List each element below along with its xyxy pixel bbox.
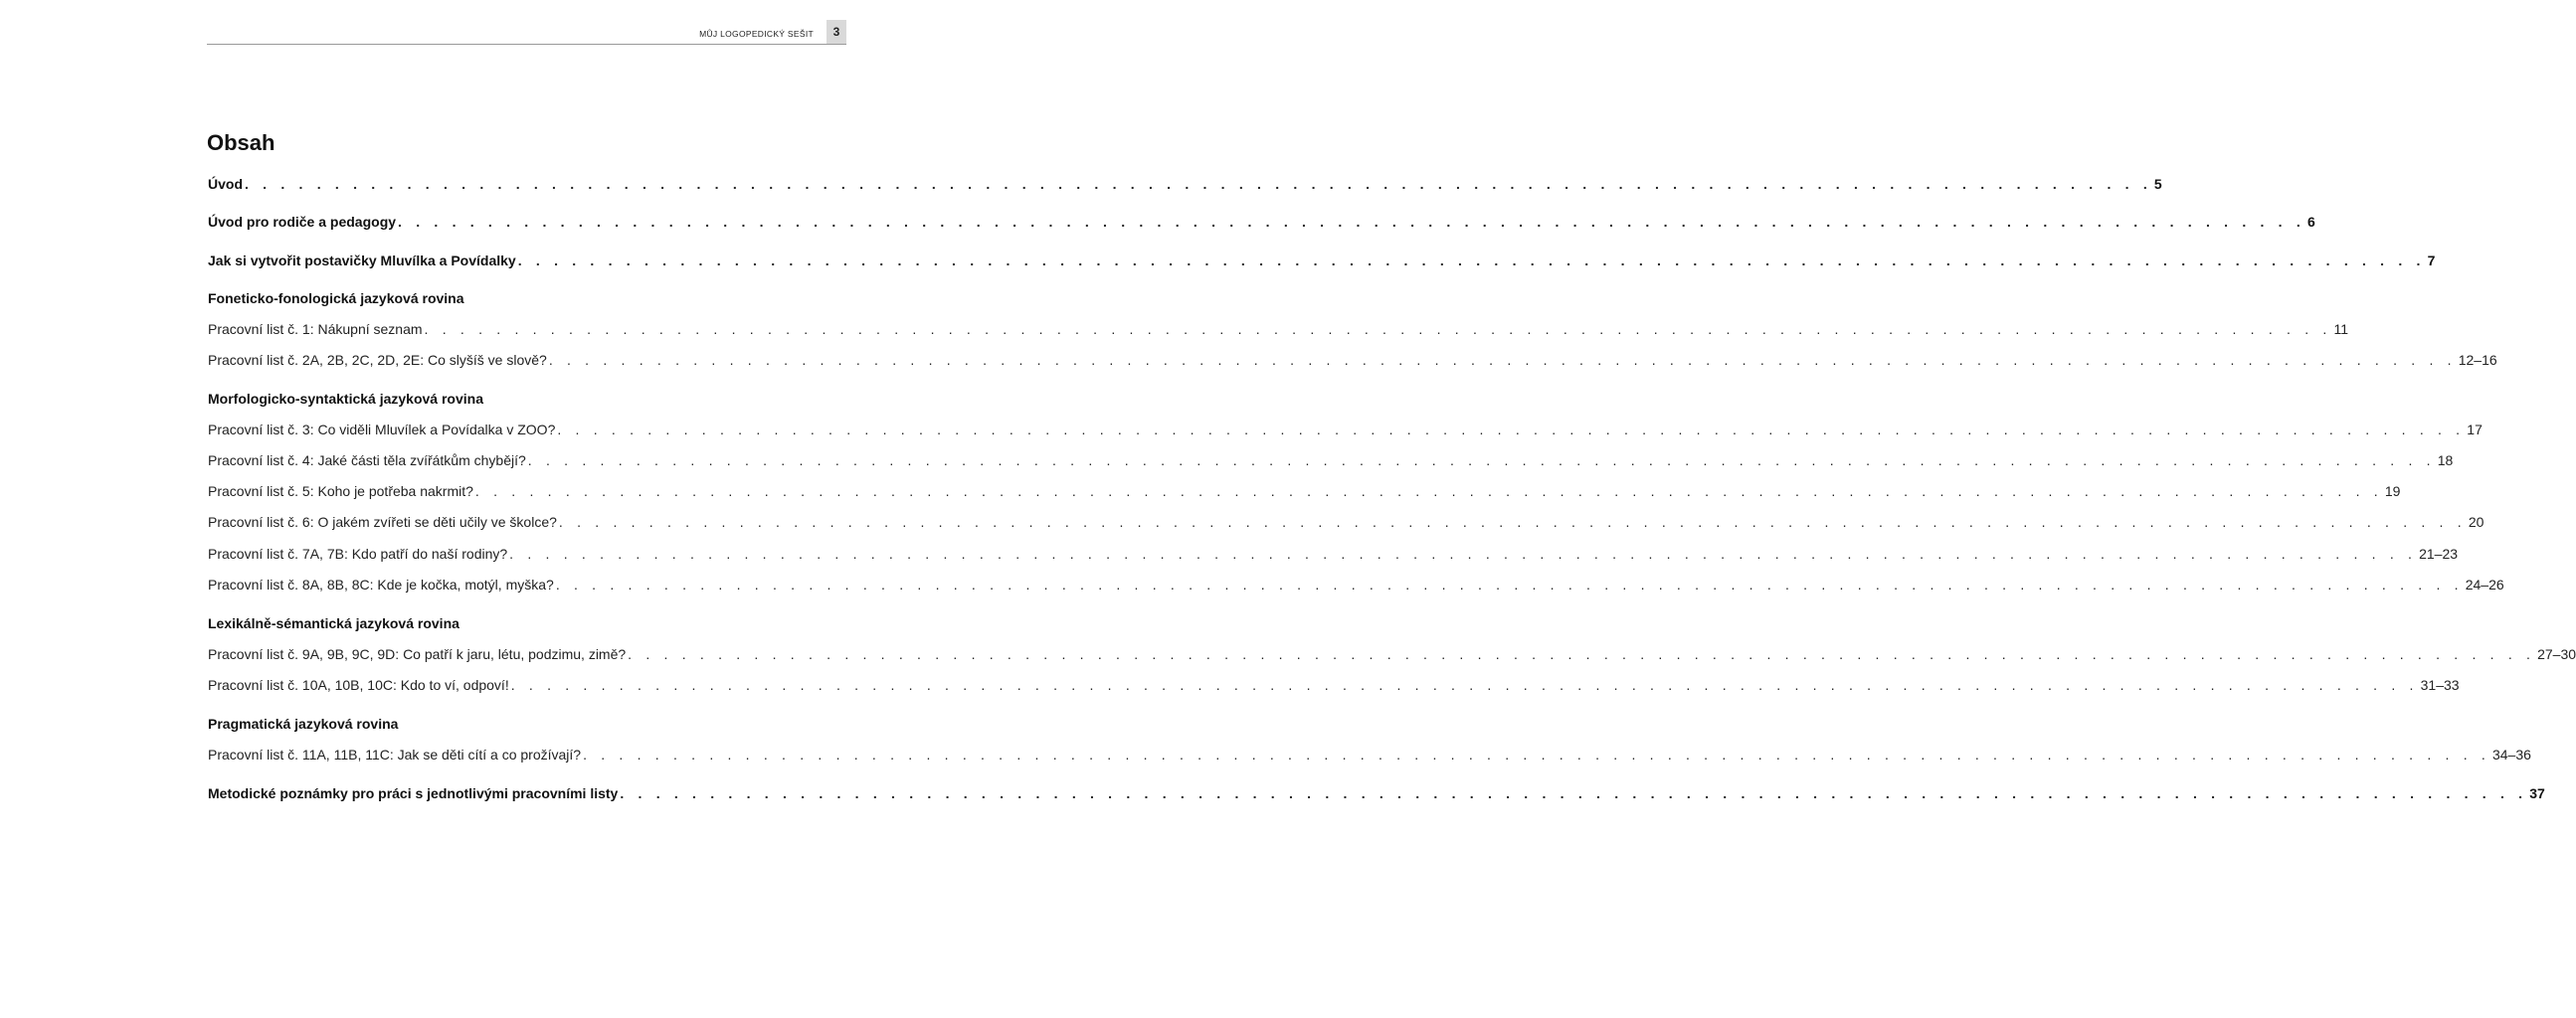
toc-entry-label: Pracovní list č. 1: Nákupní seznam (208, 321, 423, 337)
toc-leader-dots: . . . . . . . . . . . . . . . . . . . . . . . . . . . . . . . . . . . . . . . . . . . . . . . . . . . . . . . . . . . . . . . . . . . . . . . . . . . . . . . . . . . . . . . . . . . . . . . . . . . . . . . . . . (517, 253, 2426, 268)
toc-entry-label: Jak si vytvořit postavičky Mluvílka a Povídalky (208, 253, 516, 268)
toc-leader-dots: . . . . . . . . . . . . . . . . . . . . . . . . . . . . . . . . . . . . . . . . . . . . . . . . . . . . . . . . . . . . . . . . . . . . . . . . . . . . . . . . . . . . . . . . . . . . . . . . . . . . . . . . . . (509, 546, 2418, 562)
toc-leader-dots: . . . . . . . . . . . . . . . . . . . . . . . . . . . . . . . . . . . . . . . . . . . . . . . . . . . . . . . . . . . . . . . . . . . . . . . . . . . . . . . . . . . . . . . . . . . . . . . . . . . . . . . . . . (558, 514, 2467, 530)
toc-entry-list-6[interactable] (208, 514, 2484, 534)
toc-entry-list-5[interactable] (208, 483, 2401, 503)
toc-entry-postavicky[interactable] (208, 253, 2436, 272)
toc-entry-list-7[interactable] (208, 546, 2459, 566)
toc-entry-page: 11 (2333, 321, 2349, 337)
toc-leader-dots: . . . . . . . . . . . . . . . . . . . . . . . . . . . . . . . . . . . . . . . . . . . . . . . . . . . . . . . . . . . . . . . . . . . . . . . . . . . . . . . . . . . . . . . . . . . . . . . . . . . . . . . . . . (398, 214, 2305, 230)
toc-leader-dots: . . . . . . . . . . . . . . . . . . . . . . . . . . . . . . . . . . . . . . . . . . . . . . . . . . . . . . . . . . . . . . . . . . . . . . . . . . . . . . . . . . . . . . . . . . . . . . . . . . . . . . . . . . (557, 422, 2466, 437)
toc-leader-dots: . . . . . . . . . . . . . . . . . . . . . . . . . . . . . . . . . . . . . . . . . . . . . . . . . . . . . . . . . . . . . . . . . . . . . . . . . . . . . . . . . . . . . . . . . . . . . . . . . . . . . . . . . . (510, 677, 2419, 693)
toc-entry-page: 5 (2153, 176, 2162, 192)
toc-entry-page: 20 (2468, 514, 2484, 530)
toc-leader-dots: . . . . . . . . . . . . . . . . . . . . . . . . . . . . . . . . . . . . . . . . . . . . . . . . . . . . . . . . . . . . . . . . . . . . . . . . . . . . . . . . . . . . . . . . . . . . . . . . . . . . . . . . . . (548, 352, 2457, 368)
toc-entry-page: 21–23 (2419, 546, 2459, 562)
toc-entry-label: Pracovní list č. 2A, 2B, 2C, 2D, 2E: Co slyšíš ve slově? (208, 352, 547, 368)
toc-entry-list-4[interactable] (208, 452, 2454, 472)
toc-entry-page: 7 (2427, 253, 2436, 268)
toc-entry-page: 34–36 (2491, 747, 2531, 763)
toc-entry-page: 12–16 (2458, 352, 2497, 368)
section-heading-foneticko: Foneticko-fonologická jazyková rovina (208, 290, 464, 306)
toc-entry-label: Pracovní list č. 9A, 9B, 9C, 9D: Co patří k jaru, létu, podzimu, zimě? (208, 646, 627, 662)
toc-leader-dots: . . . . . . . . . . . . . . . . . . . . . . . . . . . . . . . . . . . . . . . . . . . . . . . . . . . . . . . . . . . . . . . . . . . . . . . . . . . . . . . . . . . . . . . . . . . . . . . . . . . . . . . . . . (583, 747, 2490, 763)
toc-entry-label: Pracovní list č. 4: Jaké části těla zvířátkům chybějí? (208, 452, 526, 468)
toc-leader-dots: . . . . . . . . . . . . . . . . . . . . . . . . . . . . . . . . . . . . . . . . . . . . . . . . . . . . . . . . . . . . . . . . . . . . . . . . . . . . . . . . . . . . . . . . . . . . . . . . . . . . . . . . . . (245, 176, 2152, 192)
toc-entry-label: Úvod pro rodiče a pedagogy (208, 214, 397, 230)
toc-entry-list-2[interactable] (208, 352, 2497, 372)
toc-leader-dots: . . . . . . . . . . . . . . . . . . . . . . . . . . . . . . . . . . . . . . . . . . . . . . . . . . . . . . . . . . . . . . . . . . . . . . . . . . . . . . . . . . . . . . . . . . . . . . . . . . . . . . . . . . (424, 321, 2332, 337)
toc-entry-label: Pracovní list č. 3: Co viděli Mluvílek a Povídalka v ZOO? (208, 422, 556, 437)
page-number: 3 (827, 20, 846, 44)
toc-entry-label: Úvod (208, 176, 243, 192)
toc-entry-label: Pracovní list č. 5: Koho je potřeba nakrmit? (208, 483, 473, 499)
toc-entry-page: 17 (2467, 422, 2483, 437)
toc-entry-label: Pracovní list č. 7A, 7B: Kdo patří do naší rodiny? (208, 546, 508, 562)
toc-leader-dots: . . . . . . . . . . . . . . . . . . . . . . . . . . . . . . . . . . . . . . . . . . . . . . . . . . . . . . . . . . . . . . . . . . . . . . . . . . . . . . . . . . . . . . . . . . . . . . . . . . . . . . . . . . (620, 785, 2528, 801)
toc-leader-dots: . . . . . . . . . . . . . . . . . . . . . . . . . . . . . . . . . . . . . . . . . . . . . . . . . . . . . . . . . . . . . . . . . . . . . . . . . . . . . . . . . . . . . . . . . . . . . . . . . . . . . . . . . . (555, 577, 2464, 593)
toc-leader-dots: . . . . . . . . . . . . . . . . . . . . . . . . . . . . . . . . . . . . . . . . . . . . . . . . . . . . . . . . . . . . . . . . . . . . . . . . . . . . . . . . . . . . . . . . . . . . . . . . . . . . . . . . . . (628, 646, 2536, 662)
toc-leader-dots: . . . . . . . . . . . . . . . . . . . . . . . . . . . . . . . . . . . . . . . . . . . . . . . . . . . . . . . . . . . . . . . . . . . . . . . . . . . . . . . . . . . . . . . . . . . . . . . . . . . . . . . . . . (527, 452, 2436, 468)
toc-entry-label: Metodické poznámky pro práci s jednotlivými pracovními listy (208, 785, 619, 801)
toc-entry-list-11[interactable] (208, 747, 2531, 766)
book-title: MŮJ LOGOPEDICKÝ SEŠIT (699, 29, 814, 39)
toc-entry-label: Pracovní list č. 6: O jakém zvířeti se děti učily ve školce? (208, 514, 557, 530)
section-heading-morfologicko: Morfologicko-syntaktická jazyková rovina (208, 391, 483, 407)
toc-entry-list-9[interactable] (208, 646, 2576, 666)
toc-entry-label: Pracovní list č. 11A, 11B, 11C: Jak se děti cítí a co prožívají? (208, 747, 582, 763)
running-header (207, 20, 846, 45)
toc-entry-page: 6 (2306, 214, 2315, 230)
toc-entry-page: 18 (2437, 452, 2454, 468)
toc-entry-label: Pracovní list č. 10A, 10B, 10C: Kdo to ví, odpoví! (208, 677, 509, 693)
section-heading-pragmaticka: Pragmatická jazyková rovina (208, 716, 399, 732)
toc-entry-label: Pracovní list č. 8A, 8B, 8C: Kde je kočka, motýl, myška? (208, 577, 554, 593)
toc-entry-list-3[interactable] (208, 422, 2483, 441)
toc-entry-page: 37 (2529, 785, 2545, 801)
toc-entry-page: 31–33 (2420, 677, 2460, 693)
toc-entry-page: 24–26 (2465, 577, 2504, 593)
toc-entry-page: 27–30 (2537, 646, 2576, 662)
toc-entry-list-1[interactable] (208, 321, 2349, 341)
toc-leader-dots: . . . . . . . . . . . . . . . . . . . . . . . . . . . . . . . . . . . . . . . . . . . . . . . . . . . . . . . . . . . . . . . . . . . . . . . . . . . . . . . . . . . . . . . . . . . . . . . . . . . . . . . . . . (474, 483, 2383, 499)
section-heading-lexikalne: Lexikálně-sémantická jazyková rovina (208, 615, 460, 631)
toc-entry-page: 19 (2384, 483, 2401, 499)
toc-entry-uvod-rodice[interactable] (208, 214, 2315, 234)
toc-entry-list-8[interactable] (208, 577, 2504, 596)
toc-entry-metodicke[interactable] (208, 785, 2545, 805)
toc-entry-list-10[interactable] (208, 677, 2460, 697)
toc-title: Obsah (207, 130, 276, 155)
toc-entry-uvod[interactable] (208, 176, 2162, 196)
